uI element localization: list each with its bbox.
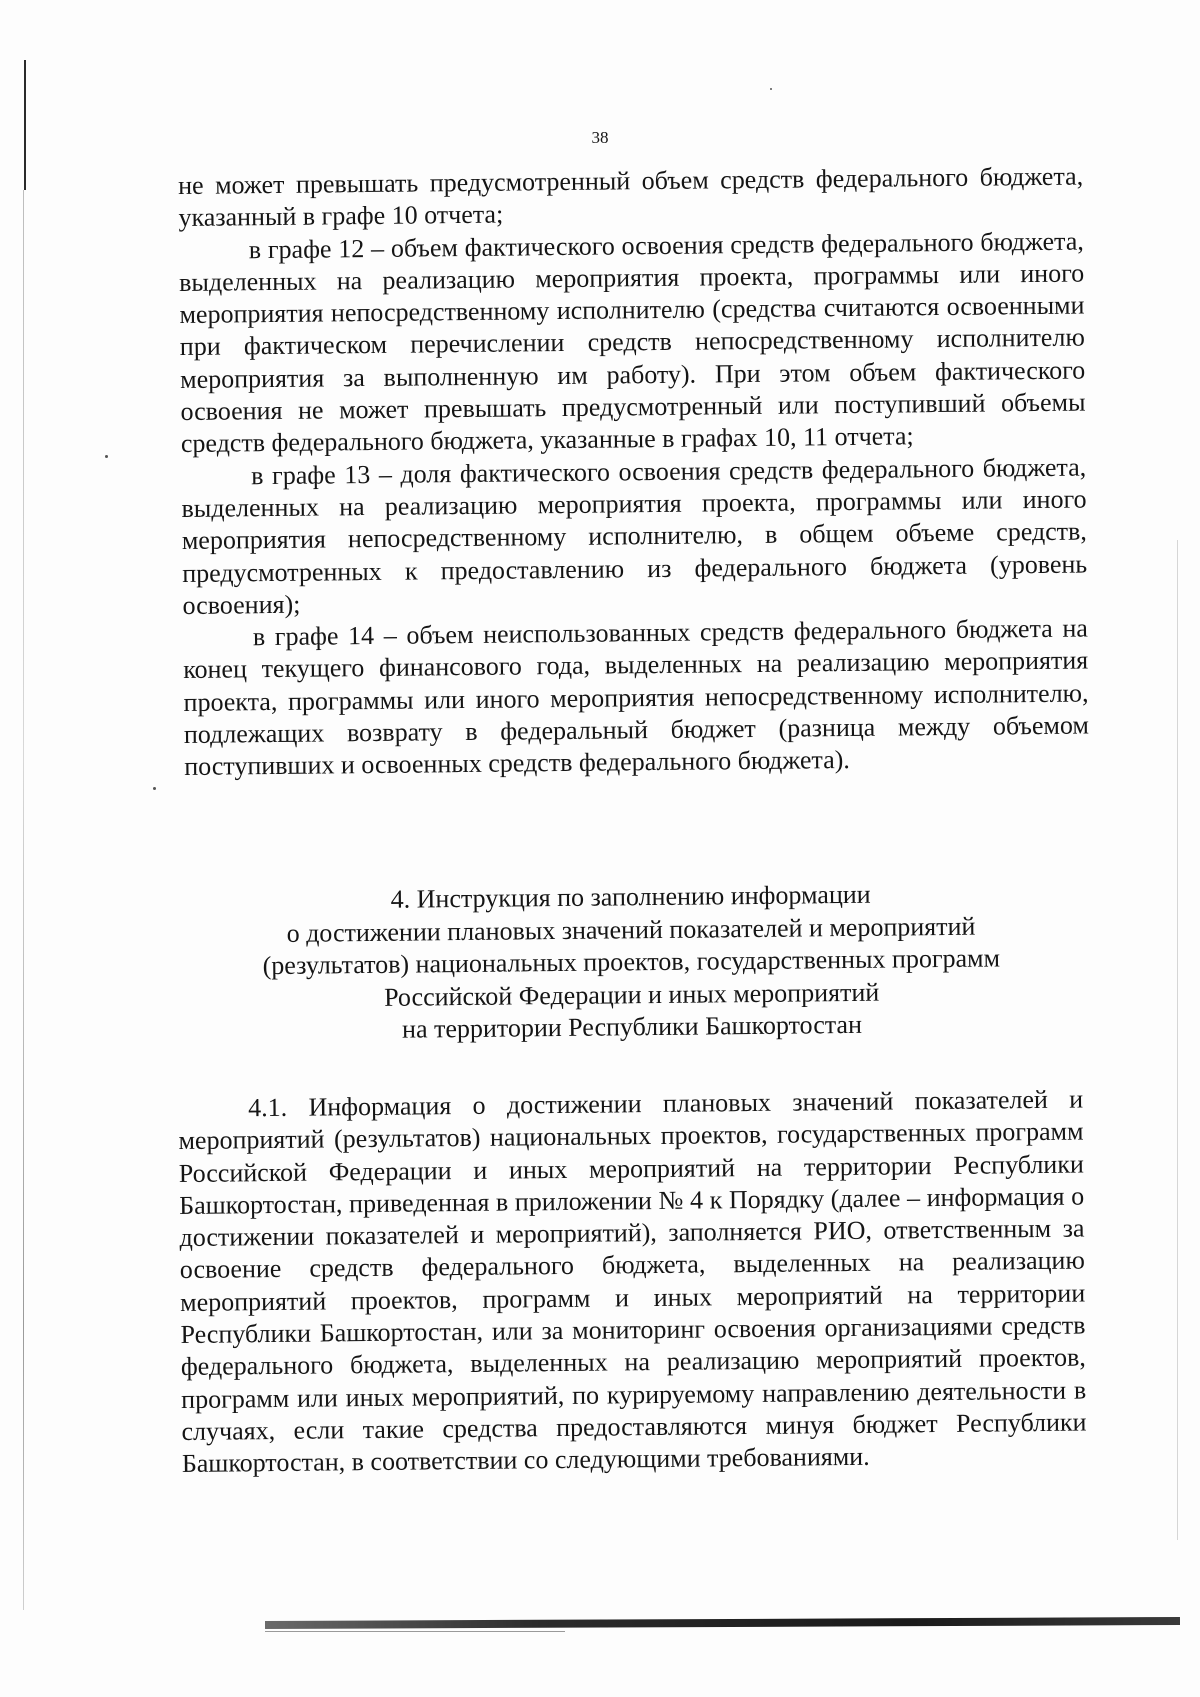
- scan-speck: [105, 455, 108, 458]
- paragraph: в графе 12 – объем фактического освоения средств федерального бюджета, выделенных на реализацию мероприятия проекта, программы или иного мероприятия непосредственному исполнителю (средства считаются освоенными при фактическом перечислении средств непосредственному исполнителю мероприятия за выполненную им работу). При этом объем фактического освоения не может превышать предусмотренный или поступивший объемы средств федерального бюджета, указанные в графах 10, 11 отчета;: [179, 226, 1086, 459]
- scan-speck: [770, 88, 772, 90]
- scan-bottom-line: [265, 1631, 565, 1632]
- paragraph: в графе 13 – доля фактического освоения средств федерального бюджета, выделенных на реализацию мероприятия проекта, программы или иного мероприятия непосредственному исполнителю, в общем объеме средств, предусмотренных к предоставлению из федерального бюджета (уровень освоения);: [181, 452, 1088, 620]
- section-heading-line: на территории Республики Башкортостан: [401, 1009, 863, 1044]
- scan-edge-mark: [24, 60, 26, 190]
- section-paragraph: 4.1. Информация о достижении плановых значений показателей и мероприятий (результатов) национальных проектов, государственных программ Российской Федерации и иных мероприятий на территории Республики Башкортостан, приведенная в приложении № 4 к Порядку (далее – информация о достижении показателей и мероприятий), заполняется РИО, ответственным за освоение средств федерального бюджета, выделенных на реализацию мероприятий проектов, программ и иных мероприятий на территории Республики Башкортостан, или за мониторинг освоения организациями средств федерального бюджета, выделенных на реализацию мероприятий проектов, программ или иных мероприятий, по курируемому направлению деятельности в случаях, если такие средства предоставляются минуя бюджет Республики Башкортостан, в соответствии со следующими требованиями.: [178, 1084, 1087, 1479]
- section-heading-line: 4. Инструкция по заполнению информации: [390, 879, 871, 914]
- section-text: [178, 1084, 1087, 1481]
- scan-bottom-bar: [265, 1617, 1180, 1629]
- scan-speck: [153, 787, 156, 790]
- section-heading-line: (результатов) национальных проектов, государственных программ: [262, 943, 1001, 981]
- section-heading-line: о достижении плановых значений показателей и мероприятий: [286, 911, 976, 948]
- paragraph: в графе 14 – объем неиспользованных средств федерального бюджета на конец текущего финансового года, выделенных на реализацию мероприятия проекта, программы или иного мероприятия непосредственному исполнителю, подлежащих возврату в федеральный бюджет (разница между объемом поступивших и освоенных средств федерального бюджета).: [183, 613, 1090, 782]
- paragraph: не может превышать предусмотренный объем средств федерального бюджета, указанный в графе 10 отчета;: [178, 161, 1084, 233]
- body-text: [178, 161, 1089, 784]
- section-heading-line: Российской Федерации и иных мероприятий: [383, 977, 880, 1012]
- scan-edge-line-right: [1177, 540, 1178, 1540]
- scan-edge-line: [23, 190, 24, 1610]
- section-heading: [178, 877, 1085, 1049]
- page-number: 38: [591, 128, 609, 147]
